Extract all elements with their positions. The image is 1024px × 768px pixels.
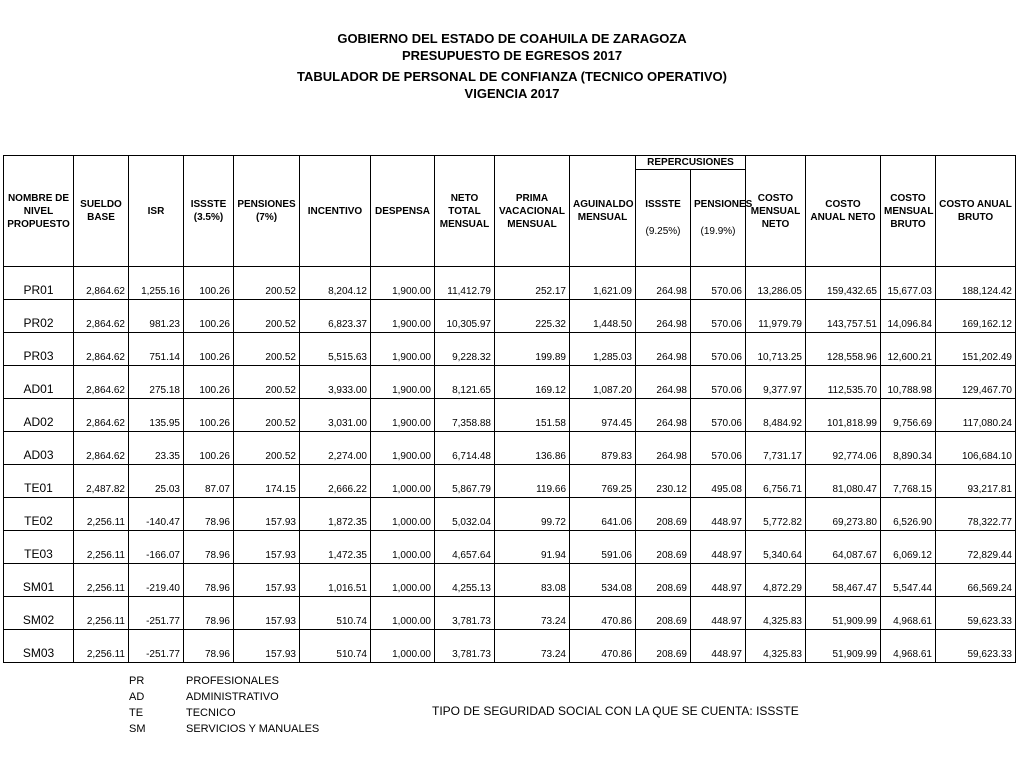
table-cell: 78.96 [184,597,234,630]
table-cell: 5,547.44 [881,564,936,597]
table-cell: 6,069.12 [881,531,936,564]
table-cell: 751.14 [129,333,184,366]
table-cell: 64,087.67 [806,531,881,564]
rep-issste-pct: (9.25%) [645,226,681,237]
table-cell: 2,864.62 [74,333,129,366]
table-cell: 10,305.97 [435,300,495,333]
table-cell: 119.66 [495,465,570,498]
level-code-cell: SM03 [4,630,74,663]
table-cell: 8,484.92 [746,399,806,432]
table-cell: 200.52 [234,399,300,432]
table-cell: 2,256.11 [74,531,129,564]
table-cell: 6,823.37 [300,300,371,333]
col-header-incentivo: INCENTIVO [300,156,371,267]
table-cell: 200.52 [234,267,300,300]
table-cell: -166.07 [129,531,184,564]
table-cell: 73.24 [495,597,570,630]
table-cell: 2,864.62 [74,432,129,465]
table-cell: 2,864.62 [74,366,129,399]
table-cell: -251.77 [129,630,184,663]
table-cell: 264.98 [636,300,691,333]
social-security-note: TIPO DE SEGURIDAD SOCIAL CON LA QUE SE CUENTA: ISSSTE [432,704,799,718]
table-row [4,366,1016,399]
level-code-cell: SM02 [4,597,74,630]
table-cell: 1,285.03 [570,333,636,366]
table-cell: 879.83 [570,432,636,465]
legend-code: TE [129,707,144,719]
table-cell: 2,274.00 [300,432,371,465]
table-cell: 8,121.65 [435,366,495,399]
table-cell: 25.03 [129,465,184,498]
table-cell: 3,781.73 [435,630,495,663]
table-cell: 448.97 [691,597,746,630]
table-cell: 83.08 [495,564,570,597]
table-cell: 470.86 [570,597,636,630]
table-cell: 100.26 [184,300,234,333]
table-row [4,300,1016,333]
table-cell: 510.74 [300,630,371,663]
table-row [4,333,1016,366]
col-header-despensa: DESPENSA [371,156,435,267]
table-cell: 3,031.00 [300,399,371,432]
table-row [4,432,1016,465]
table-cell: 100.26 [184,432,234,465]
table-cell: 72,829.44 [936,531,1016,564]
table-cell: 6,714.48 [435,432,495,465]
col-header-nivel: NOMBRE DE NIVEL PROPUESTO [4,156,74,267]
table-cell: 157.93 [234,564,300,597]
level-code-cell: TE02 [4,498,74,531]
table-cell: 10,788.98 [881,366,936,399]
table-header-group-row [4,156,1016,170]
table-cell: 4,325.83 [746,597,806,630]
table-cell: 981.23 [129,300,184,333]
table-cell: 769.25 [570,465,636,498]
table-row [4,465,1016,498]
rep-issste-label: ISSSTE [645,199,681,210]
table-cell: 2,256.11 [74,564,129,597]
table-cell: 4,872.29 [746,564,806,597]
table-cell: 81,080.47 [806,465,881,498]
table-cell: 448.97 [691,531,746,564]
table-cell: 230.12 [636,465,691,498]
table-cell: 15,677.03 [881,267,936,300]
table-cell: 12,600.21 [881,333,936,366]
table-row [4,399,1016,432]
table-cell: 5,032.04 [435,498,495,531]
table-cell: 7,731.17 [746,432,806,465]
table-cell: -251.77 [129,597,184,630]
table-cell: 974.45 [570,399,636,432]
table-cell: 7,768.15 [881,465,936,498]
table-row [4,498,1016,531]
level-legend [129,673,319,737]
table-cell: 2,864.62 [74,399,129,432]
table-row [4,267,1016,300]
table-cell: 1,000.00 [371,630,435,663]
table-cell: 570.06 [691,333,746,366]
table-cell: 1,872.35 [300,498,371,531]
table-cell: -140.47 [129,498,184,531]
legend-code: SM [129,723,146,735]
table-cell: 1,621.09 [570,267,636,300]
table-cell: 264.98 [636,366,691,399]
table-cell: 157.93 [234,531,300,564]
table-cell: 448.97 [691,630,746,663]
table-cell: 264.98 [636,333,691,366]
level-code-cell: AD03 [4,432,74,465]
table-cell: 100.26 [184,366,234,399]
table-cell: 1,000.00 [371,498,435,531]
col-header-pensiones: PENSIONES (7%) [234,156,300,267]
table-cell: 5,515.63 [300,333,371,366]
table-cell: 1,000.00 [371,465,435,498]
table-cell: 159,432.65 [806,267,881,300]
table-cell: 6,526.90 [881,498,936,531]
table-cell: 2,256.11 [74,630,129,663]
table-cell: 188,124.42 [936,267,1016,300]
col-header-isr: ISR [129,156,184,267]
level-code-cell: TE03 [4,531,74,564]
table-cell: 264.98 [636,399,691,432]
table-cell: 208.69 [636,630,691,663]
table-cell: 199.89 [495,333,570,366]
table-cell: 208.69 [636,597,691,630]
table-cell: 9,756.69 [881,399,936,432]
table-cell: 100.26 [184,333,234,366]
table-cell: 87.07 [184,465,234,498]
col-header-repercusiones: REPERCUSIONES [636,156,746,170]
header-validity: VIGENCIA 2017 [464,86,560,101]
header-budget: PRESUPUESTO DE EGRESOS 2017 [401,48,623,63]
table-row [4,630,1016,663]
col-header-rep-pensiones [691,170,753,267]
table-cell: 58,467.47 [806,564,881,597]
table-cell: 157.93 [234,597,300,630]
table-cell: 495.08 [691,465,746,498]
table-cell: 10,713.25 [746,333,806,366]
table-cell: 78.96 [184,531,234,564]
legend-code: AD [129,691,145,703]
table-cell: 591.06 [570,531,636,564]
table-cell: 100.26 [184,267,234,300]
table-cell: 129,467.70 [936,366,1016,399]
table-row [4,597,1016,630]
table-cell: 1,087.20 [570,366,636,399]
table-cell: 4,968.61 [881,597,936,630]
level-code-cell: PR02 [4,300,74,333]
table-cell: 1,000.00 [371,597,435,630]
table-cell: 2,487.82 [74,465,129,498]
rep-pensiones-pct: (19.9%) [700,226,736,237]
level-code-cell: AD02 [4,399,74,432]
table-cell: 117,080.24 [936,399,1016,432]
legend-label: SERVICIOS Y MANUALES [186,723,320,735]
table-cell: 66,569.24 [936,564,1016,597]
table-cell: 59,623.33 [936,597,1016,630]
table-cell: 1,900.00 [371,300,435,333]
table-cell: 264.98 [636,267,691,300]
table-cell: 510.74 [300,597,371,630]
table-cell: 1,900.00 [371,366,435,399]
table-cell: 570.06 [691,399,746,432]
table-cell: 200.52 [234,366,300,399]
level-code-cell: AD01 [4,366,74,399]
table-cell: 252.17 [495,267,570,300]
table-cell: 570.06 [691,432,746,465]
legend-label: PROFESIONALES [186,675,279,687]
table-cell: 200.52 [234,432,300,465]
table-cell: 78.96 [184,630,234,663]
table-cell: 143,757.51 [806,300,881,333]
header-tabulator: TABULADOR DE PERSONAL DE CONFIANZA (TECNICO OPERATIVO) [297,69,727,84]
salary-table-container [3,155,1015,663]
col-header-costo-mensual-bruto: COSTO MENSUAL BRUTO [881,156,936,267]
table-cell: 1,472.35 [300,531,371,564]
table-cell: 157.93 [234,630,300,663]
table-cell: 78.96 [184,498,234,531]
col-header-costo-mensual-neto: COSTO MENSUAL NETO [746,156,806,267]
table-cell: 208.69 [636,564,691,597]
table-cell: 136.86 [495,432,570,465]
table-cell: 11,979.79 [746,300,806,333]
col-header-prima: PRIMA VACACIONAL MENSUAL [495,156,570,267]
table-cell: 78,322.77 [936,498,1016,531]
table-cell: 13,286.05 [746,267,806,300]
col-header-issste: ISSSTE (3.5%) [184,156,234,267]
col-header-costo-anual-neto: COSTO ANUAL NETO [806,156,881,267]
table-cell: 11,412.79 [435,267,495,300]
table-cell: 9,228.32 [435,333,495,366]
table-cell: 448.97 [691,498,746,531]
table-cell: 69,273.80 [806,498,881,531]
table-cell: 51,909.99 [806,630,881,663]
table-cell: 2,256.11 [74,498,129,531]
table-cell: 169.12 [495,366,570,399]
table-cell: 6,756.71 [746,465,806,498]
table-cell: 4,325.83 [746,630,806,663]
table-cell: 59,623.33 [936,630,1016,663]
table-cell: 99.72 [495,498,570,531]
table-body [4,267,1016,663]
table-cell: 200.52 [234,300,300,333]
table-cell: 3,781.73 [435,597,495,630]
table-cell: 151,202.49 [936,333,1016,366]
table-cell: 135.95 [129,399,184,432]
level-code-cell: TE01 [4,465,74,498]
table-cell: 5,772.82 [746,498,806,531]
table-cell: 1,016.51 [300,564,371,597]
table-cell: 1,900.00 [371,333,435,366]
table-cell: 5,867.79 [435,465,495,498]
table-cell: 2,256.11 [74,597,129,630]
table-cell: 1,000.00 [371,564,435,597]
legend-item [129,721,319,737]
legend-item [129,705,319,721]
legend-label: ADMINISTRATIVO [186,691,279,703]
table-cell: 1,900.00 [371,267,435,300]
table-cell: 1,900.00 [371,432,435,465]
table-cell: 8,204.12 [300,267,371,300]
legend-item [129,673,319,689]
header-government: GOBIERNO DEL ESTADO DE COAHUILA DE ZARAGOZA [337,31,687,46]
table-row [4,564,1016,597]
table-cell: 174.15 [234,465,300,498]
table-cell: 275.18 [129,366,184,399]
table-cell: 157.93 [234,498,300,531]
table-cell: 641.06 [570,498,636,531]
table-cell: 570.06 [691,267,746,300]
table-cell: -219.40 [129,564,184,597]
table-cell: 470.86 [570,630,636,663]
table-cell: 225.32 [495,300,570,333]
table-cell: 92,774.06 [806,432,881,465]
table-cell: 1,255.16 [129,267,184,300]
table-cell: 23.35 [129,432,184,465]
table-cell: 78.96 [184,564,234,597]
col-header-aguinaldo: AGUINALDO MENSUAL [570,156,636,267]
col-header-costo-anual-bruto: COSTO ANUAL BRUTO [936,156,1016,267]
col-header-neto: NETO TOTAL MENSUAL [435,156,495,267]
table-cell: 7,358.88 [435,399,495,432]
table-cell: 128,558.96 [806,333,881,366]
table-cell: 112,535.70 [806,366,881,399]
table-cell: 1,000.00 [371,531,435,564]
table-cell: 2,666.22 [300,465,371,498]
col-header-sueldo: SUELDO BASE [74,156,129,267]
table-cell: 1,900.00 [371,399,435,432]
table-cell: 93,217.81 [936,465,1016,498]
table-cell: 51,909.99 [806,597,881,630]
table-cell: 448.97 [691,564,746,597]
table-cell: 570.06 [691,300,746,333]
table-cell: 73.24 [495,630,570,663]
table-cell: 534.08 [570,564,636,597]
table-cell: 208.69 [636,531,691,564]
rep-pensiones-label: PENSIONES [694,199,753,210]
table-cell: 4,255.13 [435,564,495,597]
col-header-rep-issste [636,170,691,267]
legend-item [129,689,319,705]
level-code-cell: PR03 [4,333,74,366]
salary-table [3,155,1016,663]
table-cell: 2,864.62 [74,300,129,333]
table-cell: 208.69 [636,498,691,531]
table-cell: 9,377.97 [746,366,806,399]
table-cell: 3,933.00 [300,366,371,399]
document-header [0,30,1024,102]
legend-label: TECNICO [186,707,236,719]
table-cell: 106,684.10 [936,432,1016,465]
table-cell: 101,818.99 [806,399,881,432]
table-cell: 2,864.62 [74,267,129,300]
table-cell: 100.26 [184,399,234,432]
table-cell: 5,340.64 [746,531,806,564]
table-cell: 570.06 [691,366,746,399]
table-cell: 200.52 [234,333,300,366]
table-cell: 8,890.34 [881,432,936,465]
level-code-cell: SM01 [4,564,74,597]
table-cell: 264.98 [636,432,691,465]
legend-code: PR [129,675,145,687]
table-cell: 1,448.50 [570,300,636,333]
table-cell: 4,968.61 [881,630,936,663]
table-cell: 169,162.12 [936,300,1016,333]
table-row [4,531,1016,564]
table-cell: 151.58 [495,399,570,432]
table-cell: 14,096.84 [881,300,936,333]
level-code-cell: PR01 [4,267,74,300]
table-cell: 4,657.64 [435,531,495,564]
table-cell: 91.94 [495,531,570,564]
